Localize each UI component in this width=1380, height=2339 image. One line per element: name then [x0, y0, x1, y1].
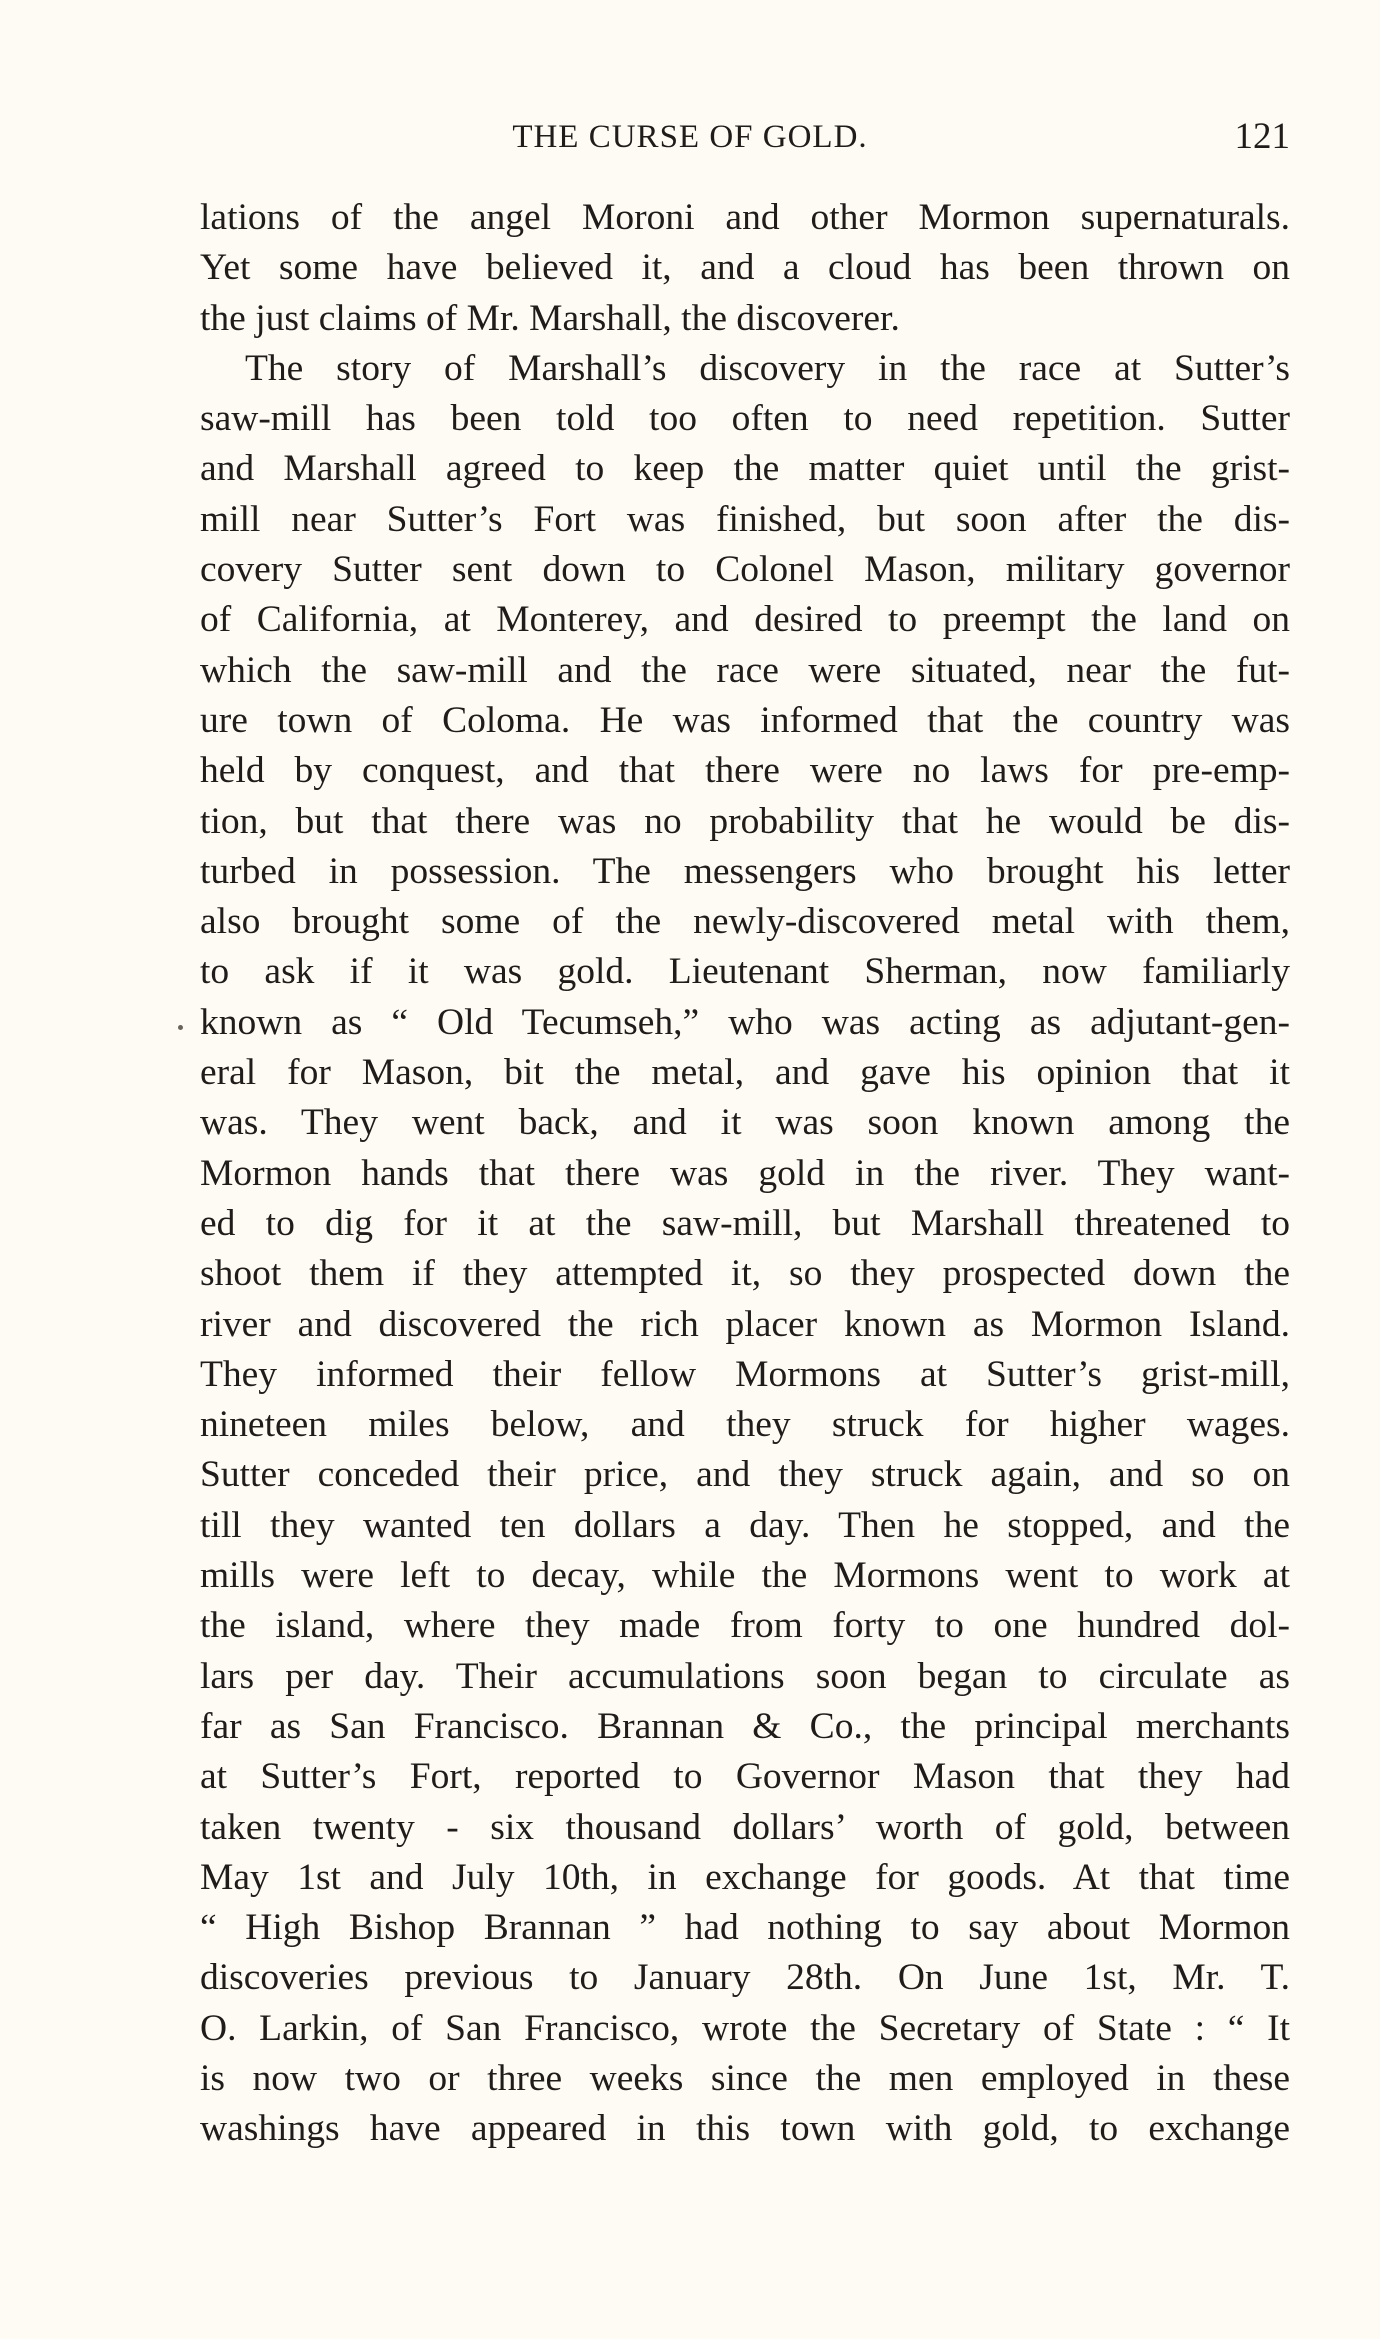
text-line: which the saw-mill and the race were situated, near the fut- — [200, 649, 1290, 691]
text-line: was. They went back, and it was soon known among the — [200, 1102, 1290, 1144]
text-line: the just claims of Mr. Marshall, the discoverer. — [200, 297, 900, 339]
text-line: shoot them if they attempted it, so they prospected down the — [200, 1253, 1290, 1295]
text-line: also brought some of the newly-discovered metal with them, — [200, 901, 1290, 943]
text-line: saw-mill has been told too often to need repetition. Sutter — [200, 398, 1290, 440]
text-line: river and discovered the rich placer known as Mormon Island. — [200, 1303, 1290, 1345]
running-title: THE CURSE OF GOLD. — [512, 119, 868, 155]
text-line: and Marshall agreed to keep the matter quiet until the grist- — [200, 448, 1290, 490]
text-line: mill near Sutter’s Fort was finished, but soon after the dis- — [200, 498, 1290, 540]
text-line: The story of Marshall’s discovery in the race at Sutter’s — [245, 347, 1290, 389]
text-line: O. Larkin, of San Francisco, wrote the Secretary of State : “ It — [200, 2007, 1290, 2049]
text-line: eral for Mason, bit the metal, and gave his opinion that it — [200, 1052, 1290, 1094]
text-line: covery Sutter sent down to Colonel Mason, military governor — [200, 549, 1290, 591]
text-line: May 1st and July 10th, in exchange for goods. At that time — [200, 1856, 1290, 1898]
text-line: nineteen miles below, and they struck for higher wages. — [200, 1404, 1290, 1446]
text-line: the island, where they made from forty to one hundred dol- — [200, 1605, 1290, 1647]
text-line: lations of the angel Moroni and other Mormon supernaturals. — [200, 197, 1290, 238]
text-line: They informed their fellow Mormons at Sutter’s grist-mill, — [200, 1353, 1290, 1395]
text-line: Yet some have believed it, and a cloud has been thrown on — [200, 247, 1290, 289]
text-line: taken twenty - six thousand dollars’ worth of gold, between — [200, 1806, 1290, 1848]
text-line: turbed in possession. The messengers who brought his letter — [200, 850, 1290, 892]
text-line: washings have appeared in this town with gold, to exchange — [200, 2108, 1290, 2150]
margin-mark — [178, 1025, 183, 1030]
text-line: till they wanted ten dollars a day. Then he stopped, and the — [200, 1504, 1290, 1546]
text-line: discoveries previous to January 28th. On June 1st, Mr. T. — [200, 1957, 1290, 1999]
text-line: ed to dig for it at the saw-mill, but Marshall threatened to — [200, 1202, 1290, 1244]
text-line: to ask if it was gold. Lieutenant Sherman, now familiarly — [200, 951, 1290, 993]
text-line: at Sutter’s Fort, reported to Governor Mason that they had — [200, 1756, 1290, 1798]
text-line: ure town of Coloma. He was informed that the country was — [200, 699, 1290, 741]
body-text — [200, 193, 1290, 2155]
text-line: tion, but that there was no probability that he would be dis- — [200, 800, 1290, 842]
text-line: “ High Bishop Brannan ” had nothing to say about Mormon — [200, 1907, 1290, 1949]
text-line: Sutter conceded their price, and they struck again, and so on — [200, 1454, 1290, 1496]
text-line: lars per day. Their accumulations soon began to circulate as — [200, 1655, 1290, 1697]
text-line: Mormon hands that there was gold in the river. They want- — [200, 1152, 1290, 1194]
text-line: mills were left to decay, while the Mormons went to work at — [200, 1555, 1290, 1597]
text-line: is now two or three weeks since the men employed in these — [200, 2057, 1290, 2099]
text-line: known as “ Old Tecumseh,” who was acting as adjutant-gen- — [200, 1001, 1290, 1043]
text-line: far as San Francisco. Brannan & Co., the principal merchants — [200, 1705, 1290, 1747]
page-number: 121 — [1234, 116, 1290, 157]
running-head — [200, 112, 1290, 162]
text-line: held by conquest, and that there were no laws for pre-emp- — [200, 750, 1290, 792]
text-line: of California, at Monterey, and desired to preempt the land on — [200, 599, 1290, 641]
